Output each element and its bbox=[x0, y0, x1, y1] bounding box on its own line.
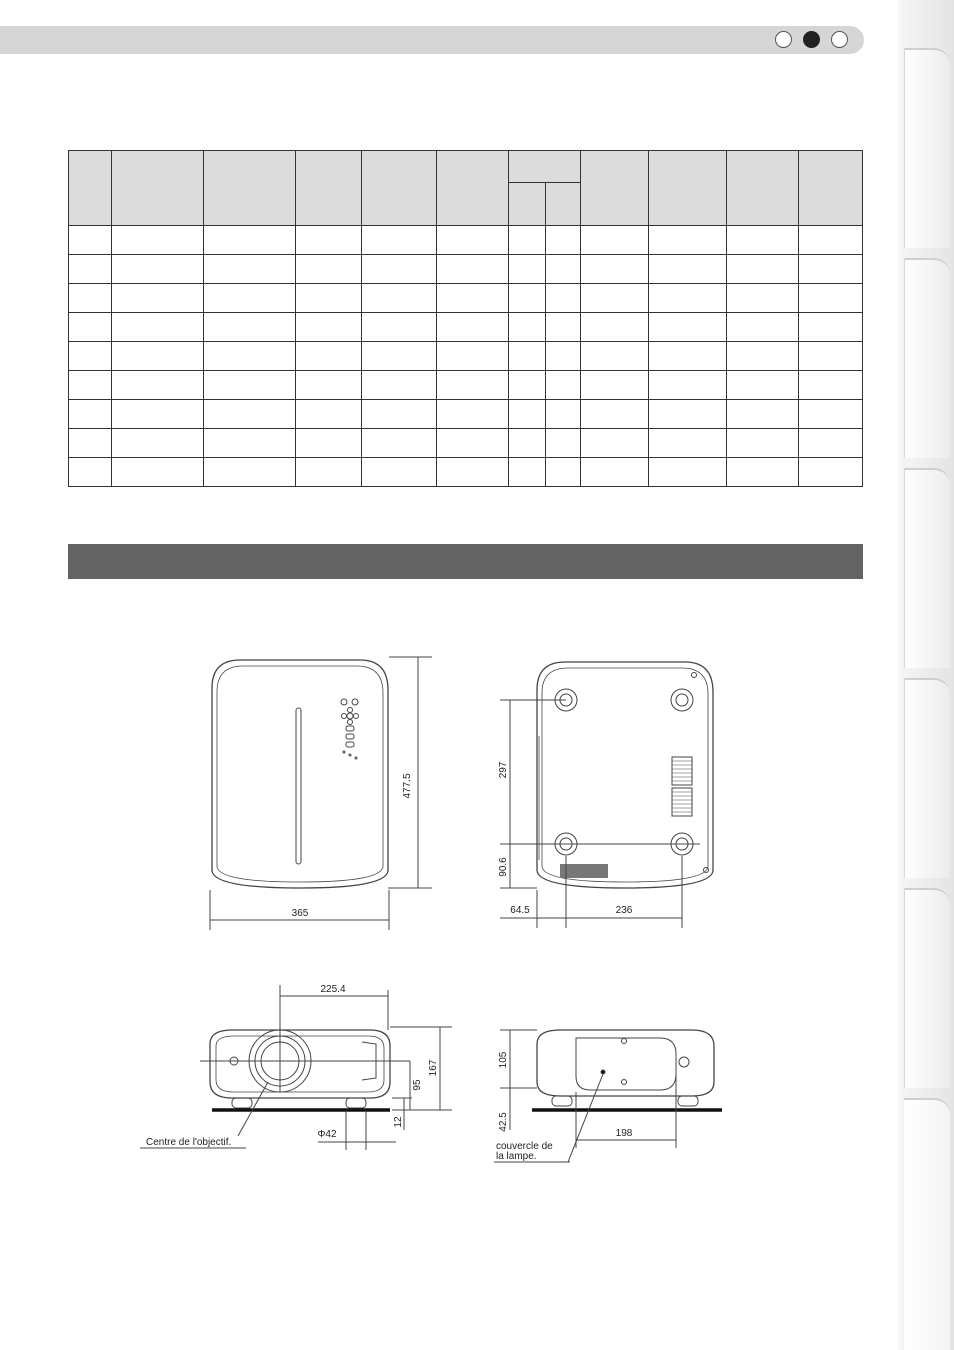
dim-cover-width: 198 bbox=[615, 1128, 633, 1139]
dim-upper-height: 105 bbox=[498, 1051, 509, 1069]
dim-lens-height: 95 bbox=[412, 1079, 423, 1091]
dim-foot-depth: 297 bbox=[498, 761, 509, 779]
dim-front-offset: 90.6 bbox=[498, 857, 509, 877]
top-view-drawing bbox=[212, 660, 388, 888]
dim-foot-width: 236 bbox=[615, 905, 633, 916]
dim-width-top: 365 bbox=[291, 908, 309, 919]
rear-view-drawing bbox=[537, 1030, 714, 1106]
dim-lens-offset: 225.4 bbox=[320, 984, 346, 995]
dim-lens-diameter: Φ42 bbox=[317, 1129, 337, 1140]
dim-foot-height: 12 bbox=[393, 1116, 404, 1128]
bottom-view-drawing bbox=[537, 662, 713, 888]
lamp-cover-label-line1: couvercle de bbox=[496, 1141, 553, 1152]
dim-lower-height: 42.5 bbox=[498, 1112, 509, 1132]
dim-height: 167 bbox=[428, 1059, 439, 1077]
dim-depth-top: 477.5 bbox=[402, 773, 413, 799]
lamp-cover-label-line2: la lampe. bbox=[496, 1151, 537, 1162]
front-view-drawing bbox=[210, 1030, 390, 1108]
lens-centre-label: Centre de l'objectif. bbox=[146, 1137, 232, 1148]
dim-side-offset: 64.5 bbox=[510, 905, 530, 916]
